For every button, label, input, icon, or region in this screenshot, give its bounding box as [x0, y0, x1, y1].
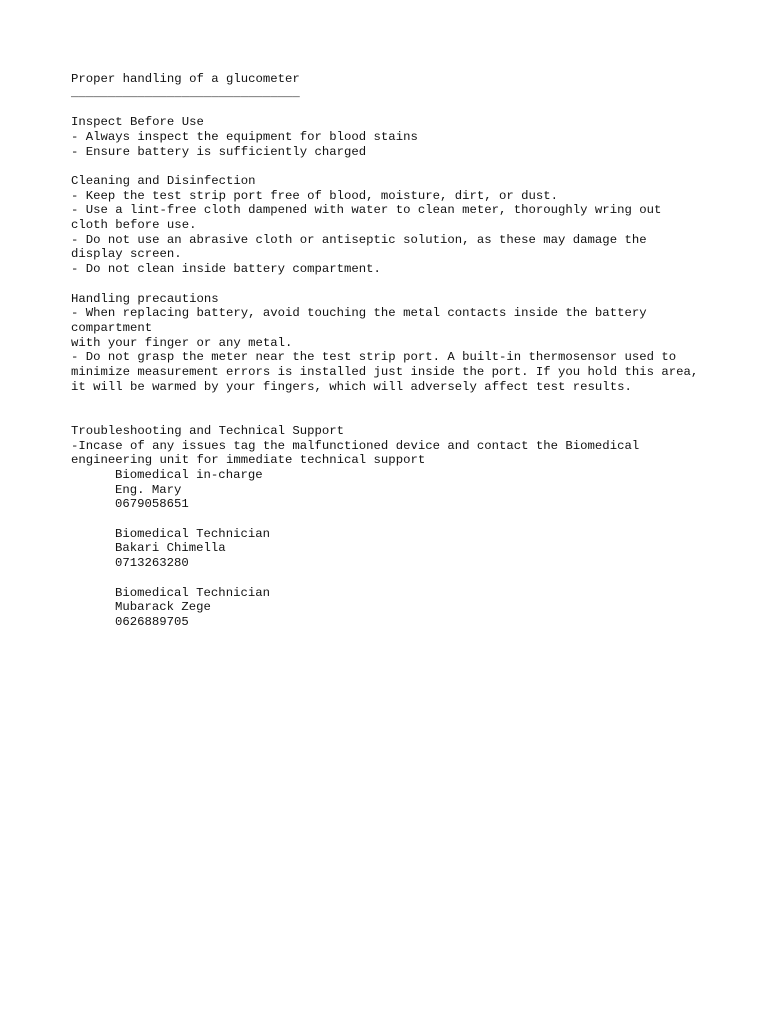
section-line: - Do not grasp the meter near the test strip port. A built-in thermosensor used to minimize measurement errors is installed just inside the port. If you hold this area, it will be warmed by your fingers, which will adversely affect test results. [71, 350, 706, 394]
section-heading: Handling precautions [71, 291, 219, 306]
contact-role: Biomedical in-charge [115, 467, 263, 482]
spacer [71, 277, 701, 292]
contact-phone: 0713263280 [115, 556, 189, 571]
section-cleaning-and-disinfection [71, 174, 701, 277]
contact-name: Mubarack Zege [115, 600, 211, 615]
contact-role: Biomedical Technician [115, 526, 270, 541]
section-inspect-before-use [71, 115, 701, 159]
spacer [71, 100, 701, 115]
section-heading: Troubleshooting and Technical Support [71, 423, 345, 438]
spacer [71, 159, 701, 174]
section-line: - Keep the test strip port free of blood, moisture, dirt, or dust. [71, 188, 559, 203]
title-underline: _______________________________ [71, 85, 300, 100]
document-title: Proper handling of a glucometer [71, 72, 300, 86]
support-intro: -Incase of any issues tag the malfunctioned device and contact the Biomedical engineering unit for immediate technical support [71, 438, 647, 468]
spacer [71, 409, 701, 424]
contact-card [71, 468, 701, 512]
section-handling-precautions [71, 291, 706, 395]
section-line: - Use a lint-free cloth dampened with water to clean meter, thoroughly wring out cloth before use. [71, 203, 669, 232]
section-line: with your finger or any metal. [71, 335, 293, 350]
contact-card [71, 527, 701, 571]
spacer [71, 394, 701, 409]
contact-name: Eng. Mary [115, 482, 182, 497]
section-heading: Inspect Before Use [71, 115, 204, 130]
section-technical-support [71, 424, 701, 630]
section-line: - Do not clean inside battery compartment. [71, 262, 381, 277]
contact-phone: 0679058651 [115, 497, 189, 512]
section-line: - Always inspect the equipment for blood stains [71, 129, 418, 144]
spacer [71, 571, 701, 586]
contact-card [71, 586, 701, 630]
document-page [71, 72, 706, 630]
contact-name: Bakari Chimella [115, 541, 226, 556]
section-heading: Cleaning and Disinfection [71, 173, 256, 188]
contact-role: Biomedical Technician [115, 585, 270, 600]
section-line: - Ensure battery is sufficiently charged [71, 144, 367, 159]
spacer [71, 512, 701, 527]
contact-phone: 0626889705 [115, 614, 189, 629]
section-line: - Do not use an abrasive cloth or antiseptic solution, as these may damage the display screen. [71, 232, 654, 262]
section-line: - When replacing battery, avoid touching the metal contacts inside the battery compartment [71, 306, 654, 335]
